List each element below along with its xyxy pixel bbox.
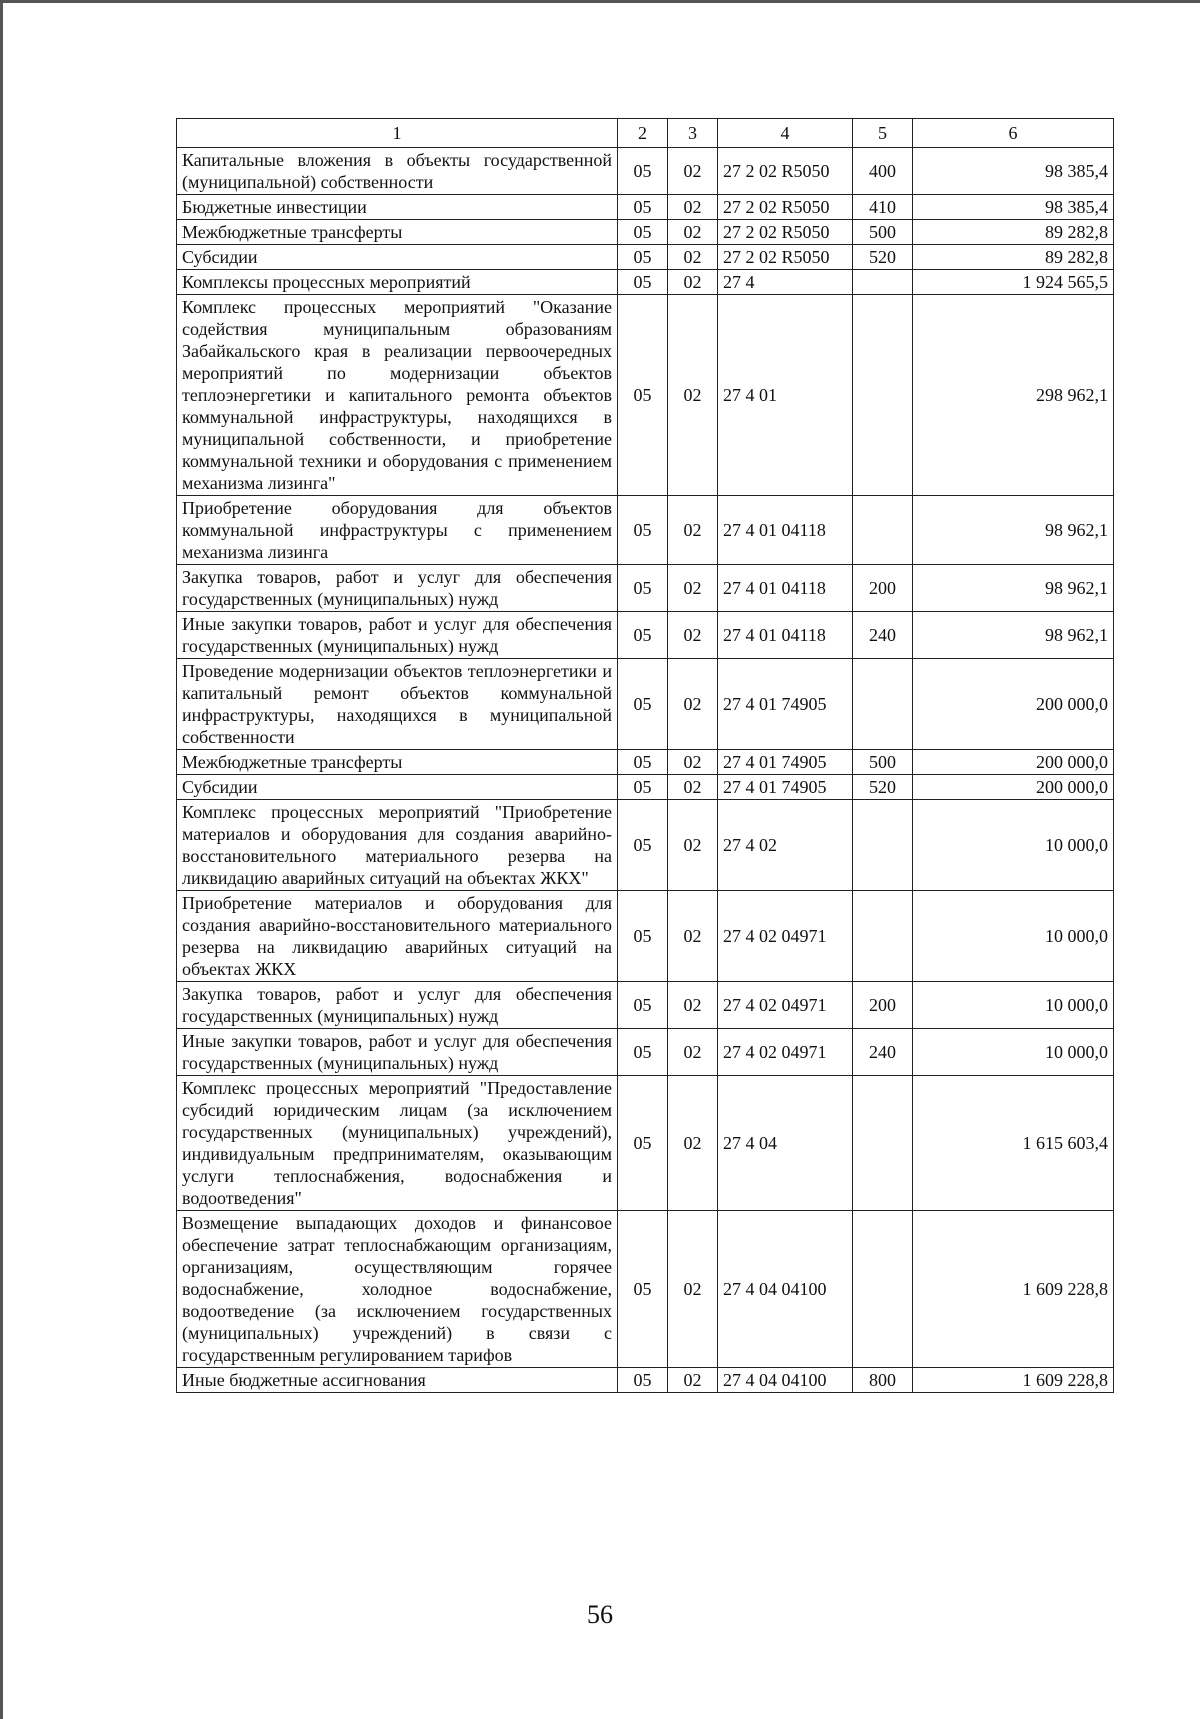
row-expense-type: 500 bbox=[853, 220, 913, 245]
row-amount: 98 962,1 bbox=[913, 496, 1114, 565]
row-section: 05 bbox=[618, 1368, 668, 1393]
row-expense-type: 200 bbox=[853, 982, 913, 1029]
row-expense-type: 410 bbox=[853, 195, 913, 220]
row-amount: 1 924 565,5 bbox=[913, 270, 1114, 295]
row-target-code: 27 4 04 04100 bbox=[718, 1368, 853, 1393]
row-section: 05 bbox=[618, 148, 668, 195]
table-row bbox=[177, 1368, 1114, 1393]
row-name: Закупка товаров, работ и услуг для обеспечения государственных (муниципальных) нужд bbox=[177, 565, 618, 612]
row-target-code: 27 4 02 04971 bbox=[718, 1029, 853, 1076]
row-subsection: 02 bbox=[668, 245, 718, 270]
header-cell: 3 bbox=[668, 119, 718, 148]
row-name: Приобретение материалов и оборудования для создания аварийно-восстановительного материального резерва на ликвидацию аварийных ситуаций на объектах ЖКХ bbox=[177, 891, 618, 982]
table-row bbox=[177, 270, 1114, 295]
row-amount: 10 000,0 bbox=[913, 891, 1114, 982]
row-expense-type bbox=[853, 1076, 913, 1211]
row-section: 05 bbox=[618, 195, 668, 220]
table-row bbox=[177, 295, 1114, 496]
row-target-code: 27 4 bbox=[718, 270, 853, 295]
row-expense-type: 200 bbox=[853, 565, 913, 612]
row-subsection: 02 bbox=[668, 565, 718, 612]
row-subsection: 02 bbox=[668, 270, 718, 295]
row-expense-type: 240 bbox=[853, 1029, 913, 1076]
row-target-code: 27 4 01 74905 bbox=[718, 659, 853, 750]
row-name: Субсидии bbox=[177, 775, 618, 800]
row-subsection: 02 bbox=[668, 148, 718, 195]
row-expense-type: 400 bbox=[853, 148, 913, 195]
header-cell: 4 bbox=[718, 119, 853, 148]
row-name: Приобретение оборудования для объектов коммунальной инфраструктуры с применением механизма лизинга bbox=[177, 496, 618, 565]
row-subsection: 02 bbox=[668, 295, 718, 496]
row-section: 05 bbox=[618, 220, 668, 245]
table-header-row bbox=[177, 119, 1114, 148]
budget-table bbox=[176, 118, 1114, 1393]
row-section: 05 bbox=[618, 775, 668, 800]
row-expense-type bbox=[853, 659, 913, 750]
row-section: 05 bbox=[618, 270, 668, 295]
table-row bbox=[177, 245, 1114, 270]
row-expense-type: 800 bbox=[853, 1368, 913, 1393]
header-cell: 5 bbox=[853, 119, 913, 148]
row-amount: 10 000,0 bbox=[913, 800, 1114, 891]
row-subsection: 02 bbox=[668, 195, 718, 220]
page-number: 56 bbox=[587, 1600, 613, 1629]
row-name: Закупка товаров, работ и услуг для обеспечения государственных (муниципальных) нужд bbox=[177, 982, 618, 1029]
row-subsection: 02 bbox=[668, 1076, 718, 1211]
row-name: Возмещение выпадающих доходов и финансовое обеспечение затрат теплоснабжающим организациям, организациям, осуществляющим горячее водоснабжение, холодное водоснабжение, водоотведение (за исключением государственных (муниципальных) учреждений) в связи с государственным регулированием тарифов bbox=[177, 1211, 618, 1368]
row-name: Комплекс процессных мероприятий "Предоставление субсидий юридическим лицам (за исключением государственных (муниципальных) учреждений), индивидуальным предпринимателям, оказывающим услуги теплоснабжения, водоснабжения и водоотведения" bbox=[177, 1076, 618, 1211]
row-target-code: 27 4 02 04971 bbox=[718, 982, 853, 1029]
row-target-code: 27 4 01 04118 bbox=[718, 565, 853, 612]
row-amount: 89 282,8 bbox=[913, 220, 1114, 245]
table-row bbox=[177, 612, 1114, 659]
row-name: Иные закупки товаров, работ и услуг для обеспечения государственных (муниципальных) нужд bbox=[177, 612, 618, 659]
row-subsection: 02 bbox=[668, 775, 718, 800]
row-target-code: 27 4 01 74905 bbox=[718, 750, 853, 775]
row-expense-type bbox=[853, 295, 913, 496]
row-subsection: 02 bbox=[668, 220, 718, 245]
row-amount: 200 000,0 bbox=[913, 659, 1114, 750]
row-target-code: 27 2 02 R5050 bbox=[718, 220, 853, 245]
row-target-code: 27 4 01 74905 bbox=[718, 775, 853, 800]
row-target-code: 27 2 02 R5050 bbox=[718, 148, 853, 195]
row-section: 05 bbox=[618, 295, 668, 496]
row-section: 05 bbox=[618, 1029, 668, 1076]
row-target-code: 27 4 01 04118 bbox=[718, 496, 853, 565]
row-section: 05 bbox=[618, 982, 668, 1029]
row-amount: 1 609 228,8 bbox=[913, 1211, 1114, 1368]
row-target-code: 27 4 01 bbox=[718, 295, 853, 496]
row-name: Иные закупки товаров, работ и услуг для обеспечения государственных (муниципальных) нужд bbox=[177, 1029, 618, 1076]
row-subsection: 02 bbox=[668, 1368, 718, 1393]
row-expense-type bbox=[853, 496, 913, 565]
table-row bbox=[177, 800, 1114, 891]
row-subsection: 02 bbox=[668, 1211, 718, 1368]
row-section: 05 bbox=[618, 612, 668, 659]
header-cell: 1 bbox=[177, 119, 618, 148]
row-subsection: 02 bbox=[668, 496, 718, 565]
row-amount: 1 609 228,8 bbox=[913, 1368, 1114, 1393]
row-name: Комплексы процессных мероприятий bbox=[177, 270, 618, 295]
row-expense-type: 240 bbox=[853, 612, 913, 659]
row-name: Комплекс процессных мероприятий "Приобретение материалов и оборудования для создания аварийно-восстановительного материального резерва на ликвидацию аварийных ситуаций на объектах ЖКХ" bbox=[177, 800, 618, 891]
row-section: 05 bbox=[618, 891, 668, 982]
row-expense-type bbox=[853, 1211, 913, 1368]
row-name: Межбюджетные трансферты bbox=[177, 220, 618, 245]
row-section: 05 bbox=[618, 496, 668, 565]
row-target-code: 27 4 02 04971 bbox=[718, 891, 853, 982]
row-amount: 98 385,4 bbox=[913, 148, 1114, 195]
table-row bbox=[177, 982, 1114, 1029]
row-subsection: 02 bbox=[668, 750, 718, 775]
table-row bbox=[177, 220, 1114, 245]
row-amount: 89 282,8 bbox=[913, 245, 1114, 270]
row-subsection: 02 bbox=[668, 891, 718, 982]
header-cell: 6 bbox=[913, 119, 1114, 148]
row-name: Проведение модернизации объектов теплоэнергетики и капитальный ремонт объектов коммунальной инфраструктуры, находящихся в муниципальной собственности bbox=[177, 659, 618, 750]
row-section: 05 bbox=[618, 565, 668, 612]
table-row bbox=[177, 891, 1114, 982]
row-amount: 200 000,0 bbox=[913, 775, 1114, 800]
scan-edge-left bbox=[0, 0, 3, 1719]
row-subsection: 02 bbox=[668, 659, 718, 750]
row-section: 05 bbox=[618, 245, 668, 270]
row-subsection: 02 bbox=[668, 982, 718, 1029]
row-target-code: 27 4 04 04100 bbox=[718, 1211, 853, 1368]
row-amount: 98 962,1 bbox=[913, 612, 1114, 659]
row-target-code: 27 2 02 R5050 bbox=[718, 245, 853, 270]
table-row bbox=[177, 195, 1114, 220]
row-name: Субсидии bbox=[177, 245, 618, 270]
row-amount: 200 000,0 bbox=[913, 750, 1114, 775]
row-expense-type: 520 bbox=[853, 775, 913, 800]
row-amount: 98 385,4 bbox=[913, 195, 1114, 220]
row-section: 05 bbox=[618, 1076, 668, 1211]
row-amount: 298 962,1 bbox=[913, 295, 1114, 496]
table-row bbox=[177, 1029, 1114, 1076]
row-amount: 1 615 603,4 bbox=[913, 1076, 1114, 1211]
table-row bbox=[177, 148, 1114, 195]
table-row bbox=[177, 1211, 1114, 1368]
row-section: 05 bbox=[618, 800, 668, 891]
row-expense-type: 500 bbox=[853, 750, 913, 775]
table-row bbox=[177, 1076, 1114, 1211]
row-amount: 10 000,0 bbox=[913, 1029, 1114, 1076]
row-expense-type: 520 bbox=[853, 245, 913, 270]
row-amount: 98 962,1 bbox=[913, 565, 1114, 612]
row-name: Бюджетные инвестиции bbox=[177, 195, 618, 220]
row-expense-type bbox=[853, 270, 913, 295]
row-subsection: 02 bbox=[668, 612, 718, 659]
table-row bbox=[177, 750, 1114, 775]
row-section: 05 bbox=[618, 659, 668, 750]
row-name: Капитальные вложения в объекты государственной (муниципальной) собственности bbox=[177, 148, 618, 195]
row-subsection: 02 bbox=[668, 1029, 718, 1076]
row-name: Иные бюджетные ассигнования bbox=[177, 1368, 618, 1393]
table-row bbox=[177, 659, 1114, 750]
row-target-code: 27 4 04 bbox=[718, 1076, 853, 1211]
row-target-code: 27 4 02 bbox=[718, 800, 853, 891]
row-section: 05 bbox=[618, 1211, 668, 1368]
row-target-code: 27 4 01 04118 bbox=[718, 612, 853, 659]
row-name: Комплекс процессных мероприятий "Оказание содействия муниципальным образованиям Забайкальского края в реализации первоочередных мероприятий по модернизации объектов теплоэнергетики и капитального ремонта объектов коммунальной инфраструктуры, находящихся в муниципальной собственности, и приобретение коммунальной техники и оборудования с применением механизма лизинга" bbox=[177, 295, 618, 496]
row-subsection: 02 bbox=[668, 800, 718, 891]
row-expense-type bbox=[853, 800, 913, 891]
row-name: Межбюджетные трансферты bbox=[177, 750, 618, 775]
row-expense-type bbox=[853, 891, 913, 982]
row-section: 05 bbox=[618, 750, 668, 775]
scan-edge-top bbox=[0, 0, 1200, 3]
table-row bbox=[177, 775, 1114, 800]
header-cell: 2 bbox=[618, 119, 668, 148]
row-amount: 10 000,0 bbox=[913, 982, 1114, 1029]
table-row bbox=[177, 496, 1114, 565]
table-row bbox=[177, 565, 1114, 612]
row-target-code: 27 2 02 R5050 bbox=[718, 195, 853, 220]
